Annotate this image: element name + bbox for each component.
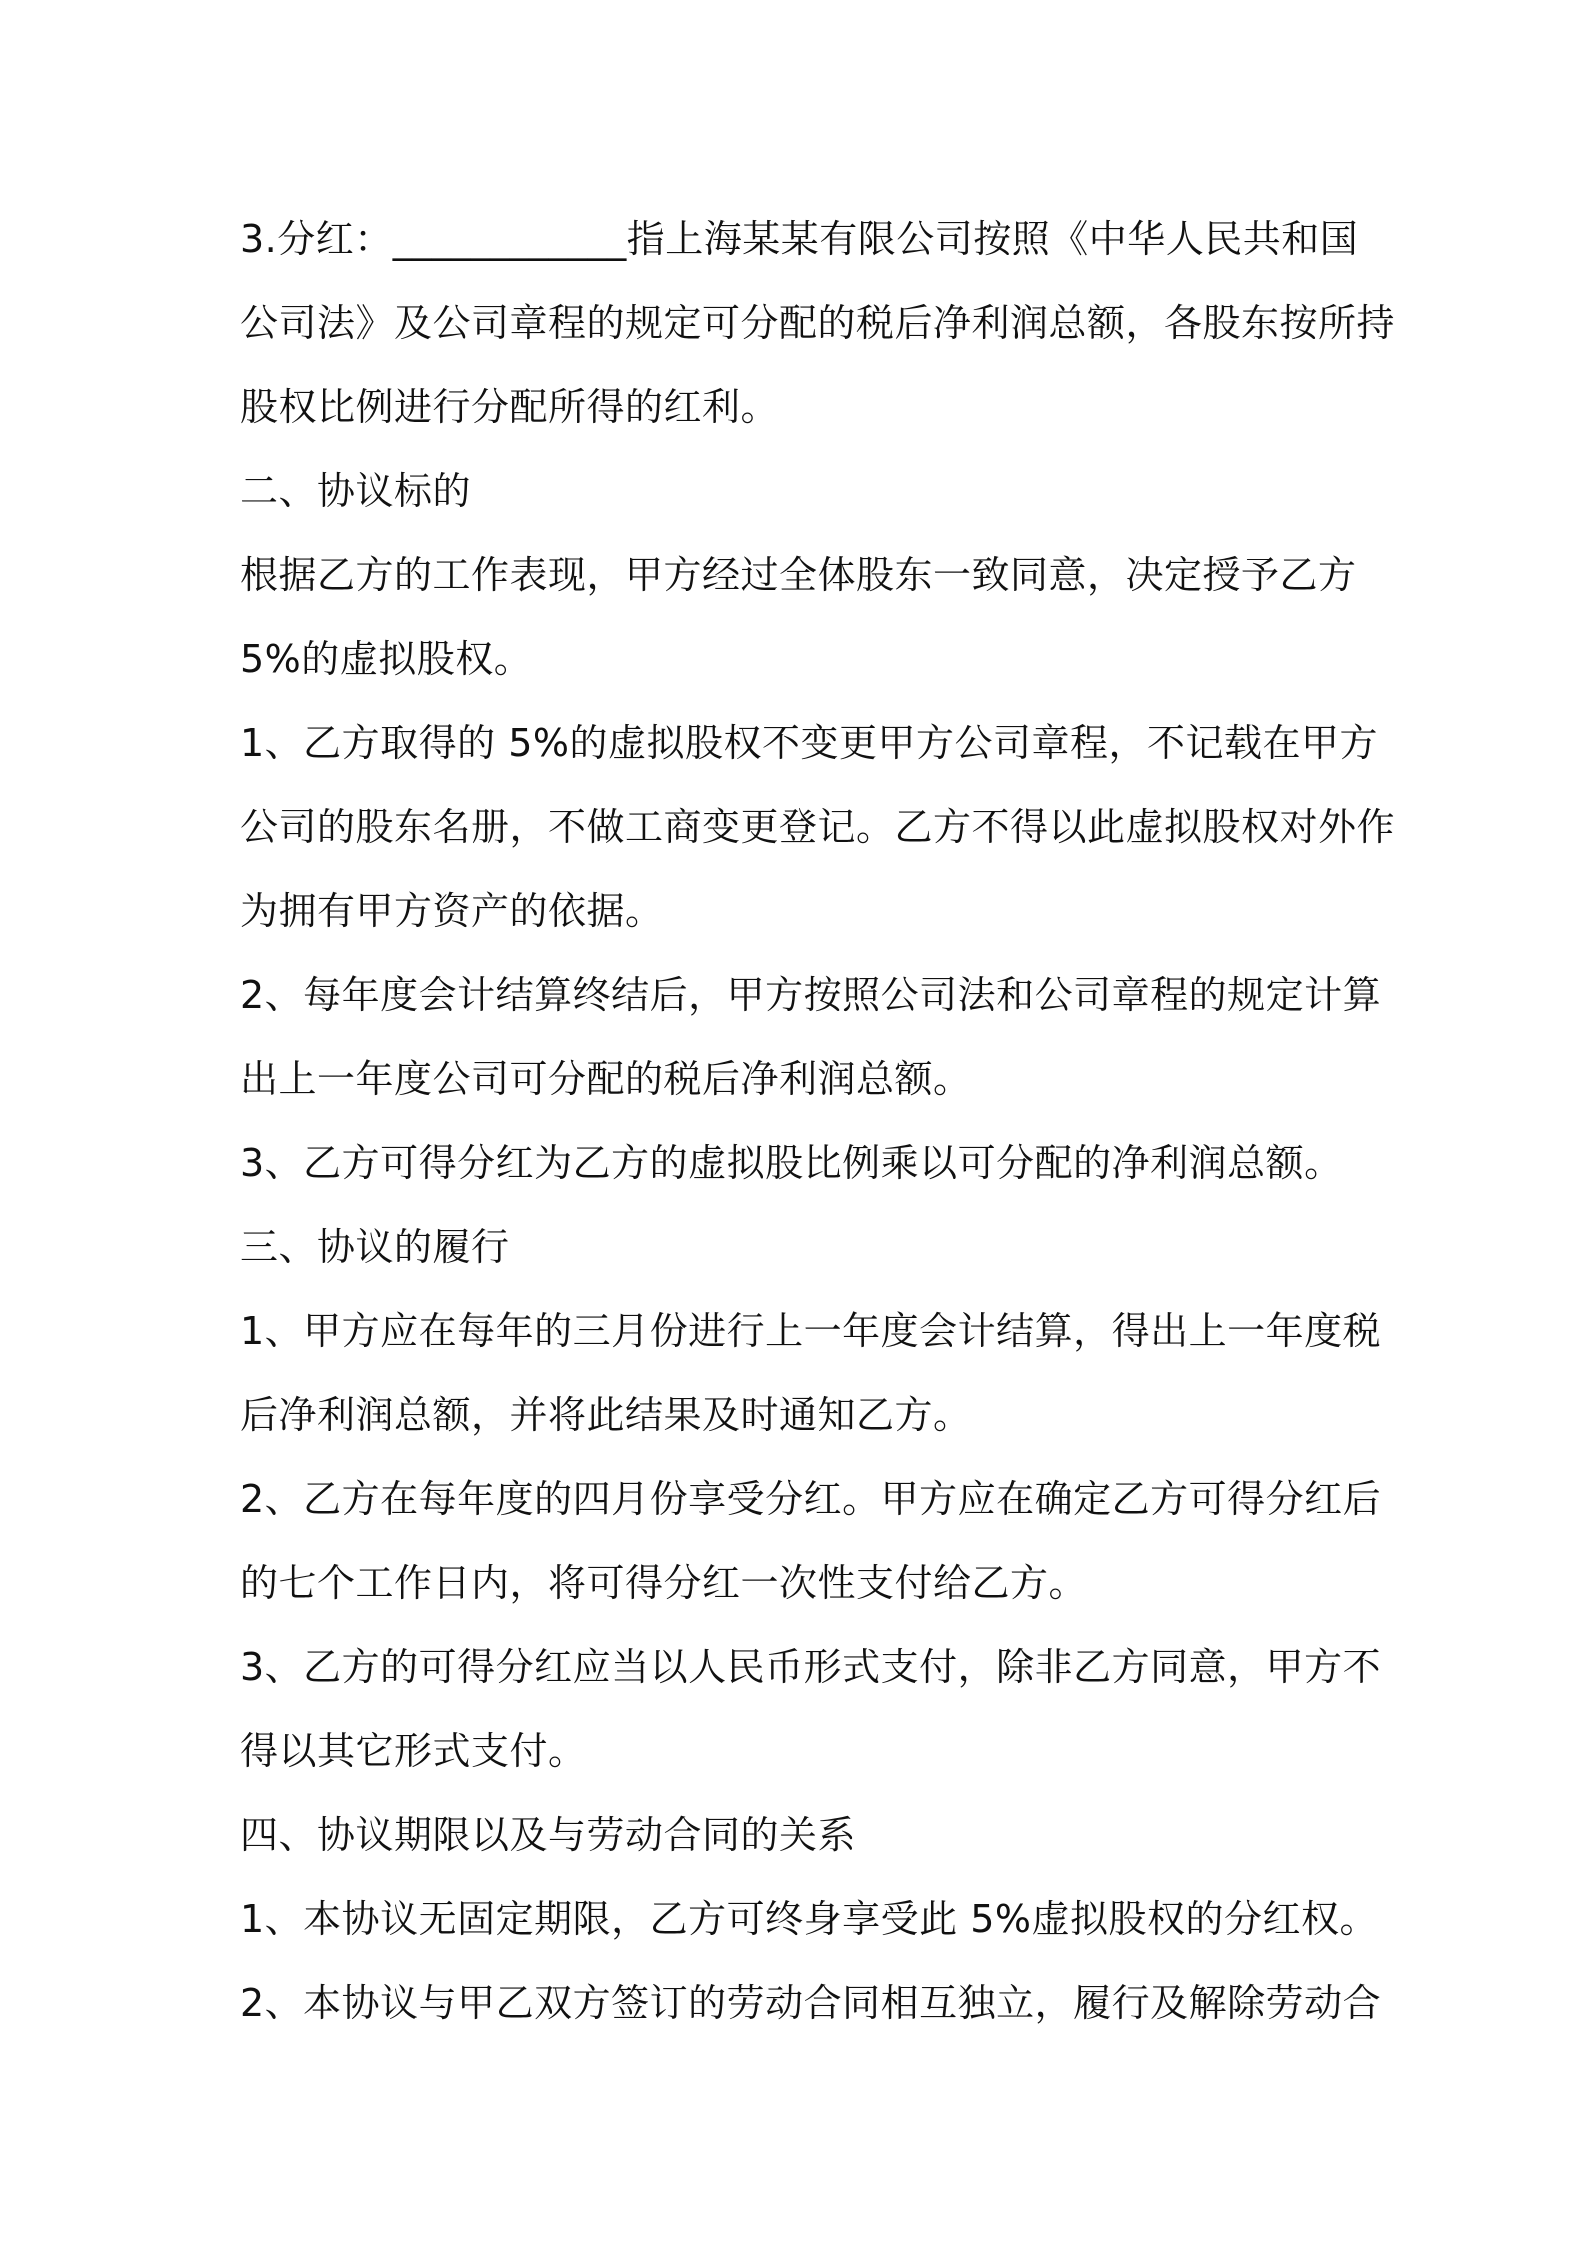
section-heading: 三、协议的履行 [240,1225,510,1269]
text-line: 5%的虚拟股权。 [240,637,533,681]
text-line: 1、甲方应在每年的三月份进行上一年度会计结算，得出上一年度税 [240,1309,1382,1353]
text-line: 2、每年度会计结算终结后，甲方按照公司法和公司章程的规定计算 [240,973,1382,1017]
section-heading: 四、协议期限以及与劳动合同的关系 [240,1813,857,1857]
text-line: 的七个工作日内，将可得分红一次性支付给乙方。 [240,1561,1088,1605]
document-body [240,197,1396,2045]
text-line: 根据乙方的工作表现，甲方经过全体股东一致同意，决定授予乙方 [240,553,1357,597]
text-line: 股权比例进行分配所得的红利。 [240,385,780,429]
text-line: 1、乙方取得的 5%的虚拟股权不变更甲方公司章程，不记载在甲方 [240,721,1379,765]
text-line: 为拥有甲方资产的依据。 [240,889,664,933]
text-line: 1、本协议无固定期限，乙方可终身享受此 5%虚拟股权的分红权。 [240,1897,1379,1941]
text-line: 2、本协议与甲乙双方签订的劳动合同相互独立，履行及解除劳动合 [240,1981,1382,2025]
text-line: 3、乙方可得分红为乙方的虚拟股比例乘以可分配的净利润总额。 [240,1141,1343,1185]
text-line: 后净利润总额，并将此结果及时通知乙方。 [240,1393,972,1437]
text-line: 出上一年度公司可分配的税后净利润总额。 [240,1057,972,1101]
text-line: 公司法》及公司章程的规定可分配的税后净利润总额，各股东按所持 [240,301,1396,345]
text-line: 得以其它形式支付。 [240,1729,587,1773]
text-line: 3.分红：____________指上海某某有限公司按照《中华人民共和国 [240,217,1359,261]
text-line: 3、乙方的可得分红应当以人民币形式支付，除非乙方同意，甲方不 [240,1645,1382,1689]
text-line: 2、乙方在每年度的四月份享受分红。甲方应在确定乙方可得分红后 [240,1477,1382,1521]
section-heading: 二、协议标的 [240,469,472,513]
text-line: 公司的股东名册，不做工商变更登记。乙方不得以此虚拟股权对外作 [240,805,1396,849]
